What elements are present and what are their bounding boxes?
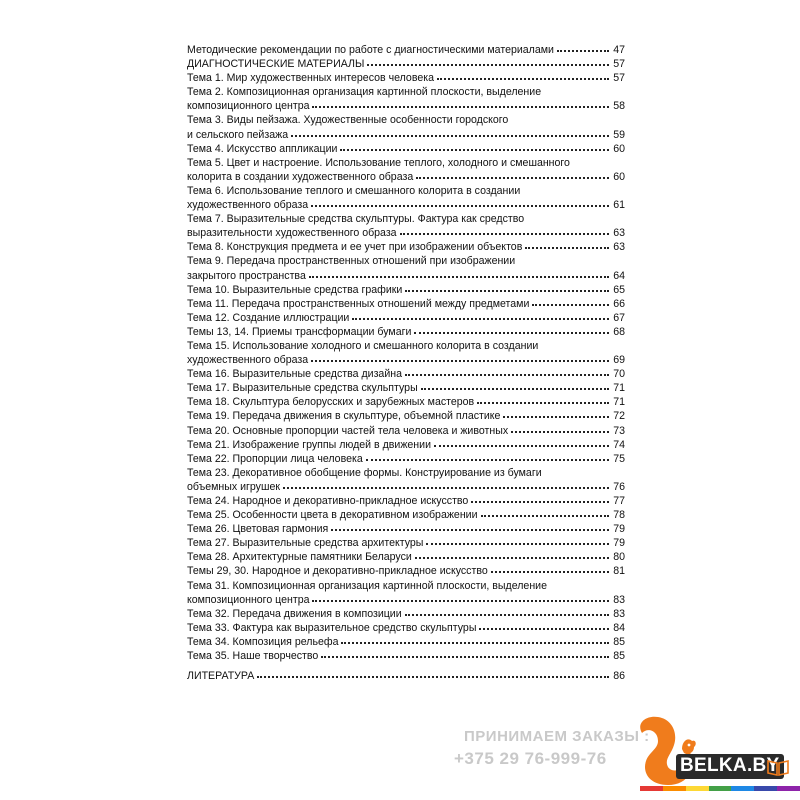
toc-entry: [187, 283, 625, 297]
toc-entry: [187, 395, 625, 409]
toc-page-number: 86: [613, 670, 625, 683]
toc-page-number: 84: [613, 621, 625, 634]
toc-page-number: 83: [613, 593, 625, 606]
dot-leader: [503, 416, 609, 418]
dot-leader: [331, 529, 609, 531]
toc-entry-title: Тема 19. Передача движения в скульптуре, объемной пластике: [187, 410, 501, 423]
rainbow-segment: [640, 786, 663, 791]
toc-entry: [187, 212, 625, 240]
dot-leader: [532, 304, 609, 306]
toc-page-number: 57: [613, 72, 625, 85]
toc-page-number: 61: [613, 199, 625, 212]
rainbow-segment: [686, 786, 709, 791]
toc-entry-title-line: Тема 7. Выразительные средства скульптуры. Фактура как средство: [187, 213, 525, 226]
toc-entry-title-line: Тема 23. Декоративное обобщение формы. Конструирование из бумаги: [187, 466, 542, 479]
dot-leader: [405, 374, 609, 376]
toc-entry-title: художественного образа: [187, 199, 309, 212]
dot-leader: [437, 78, 609, 80]
dot-leader: [341, 642, 609, 644]
dot-leader: [405, 290, 609, 292]
toc-entry: [187, 579, 625, 607]
toc-entry: [187, 452, 625, 466]
dot-leader: [525, 247, 609, 249]
toc-page-number: 77: [613, 495, 625, 507]
dot-leader: [491, 571, 609, 573]
toc-page-number: 83: [613, 607, 625, 620]
toc-entry: [187, 43, 625, 57]
toc-entry-title: ДИАГНОСТИЧЕСКИЕ МАТЕРИАЛЫ: [187, 58, 365, 71]
toc-entry: [187, 564, 625, 578]
rainbow-segment: [663, 786, 686, 791]
toc-entry-title: Темы 29, 30. Народное и декоративно-прикладное искусство: [187, 565, 488, 578]
dot-leader: [400, 233, 610, 235]
toc-entry: [187, 311, 625, 325]
toc-entry-title: композиционного центра: [187, 593, 310, 606]
toc-entry-title: Тема 11. Передача пространственных отношений между предметами: [187, 297, 530, 310]
toc-entry: [187, 297, 625, 311]
dot-leader: [366, 459, 609, 461]
dot-leader: [471, 501, 609, 503]
toc-entry-title-line: Тема 5. Цвет и настроение. Использование теплого, холодного и смешанного: [187, 156, 570, 169]
book-icon: [767, 758, 789, 776]
dot-leader: [340, 149, 609, 151]
toc-entry-title: Тема 22. Пропорции лица человека: [187, 452, 363, 465]
toc-entry: [187, 466, 625, 494]
toc-page-number: 74: [613, 438, 625, 451]
toc-page-number: 71: [613, 396, 625, 409]
toc-entry: [187, 635, 625, 649]
rainbow-segment: [754, 786, 777, 791]
dot-leader: [283, 487, 609, 489]
dot-leader: [416, 177, 609, 179]
toc-entry-title: Тема 21. Изображение группы людей в движении: [187, 438, 431, 451]
dot-leader: [257, 676, 609, 678]
toc-entry-title: Тема 34. Композиция рельефа: [187, 635, 339, 648]
toc-page-number: 69: [613, 354, 625, 367]
dot-leader: [291, 135, 609, 137]
toc-page-number: 58: [613, 100, 625, 113]
toc-entry: [187, 424, 625, 438]
toc-page-number: 76: [613, 480, 625, 493]
toc-entry-title: колорита в создании художественного образа: [187, 170, 414, 183]
toc-page-number: 70: [613, 368, 625, 381]
toc-entry: [187, 550, 625, 564]
toc-entry: [187, 494, 625, 508]
dot-leader: [434, 445, 609, 447]
toc-entry-title-line: Тема 31. Композиционная организация картинной плоскости, выделение: [187, 579, 547, 592]
toc-page-number: 71: [613, 382, 625, 395]
toc-page-number: 63: [613, 241, 625, 254]
toc-entry: [187, 381, 625, 395]
toc-entry-title: Методические рекомендации по работе с диагностическими материалами: [187, 44, 554, 56]
toc-entry-title: художественного образа: [187, 354, 309, 367]
dot-leader: [426, 543, 609, 545]
promo-text: ПРИНИМАЕМ ЗАКАЗЫ :: [464, 728, 650, 745]
toc-page-number: 79: [613, 523, 625, 536]
dot-leader: [415, 557, 609, 559]
dot-leader: [414, 332, 609, 334]
rainbow-segment: [731, 786, 754, 791]
dot-leader: [312, 600, 609, 602]
dot-leader: [511, 431, 609, 433]
rainbow-stripe: [640, 786, 800, 791]
toc-entry: [187, 113, 625, 141]
toc-entry: [187, 339, 625, 367]
toc-entry: [187, 142, 625, 156]
toc-entry-title: Темы 13, 14. Приемы трансформации бумаги: [187, 325, 412, 338]
toc-page-number: 68: [613, 325, 625, 338]
toc-entry: [187, 522, 625, 536]
dot-leader: [321, 656, 609, 658]
toc-page-number: 79: [613, 537, 625, 550]
promo-phone: +375 29 76-999-76: [454, 749, 607, 768]
rainbow-segment: [777, 786, 800, 791]
toc-entry-title: ЛИТЕРАТУРА: [187, 670, 255, 683]
toc-entry-title: Тема 32. Передача движения в композиции: [187, 607, 402, 620]
toc-entry-title: композиционного центра: [187, 100, 310, 113]
toc-entry: [187, 508, 625, 522]
toc-entry: [187, 156, 625, 184]
toc-entry-title: Тема 25. Особенности цвета в декоративном изображении: [187, 509, 478, 522]
toc-entry-title: Тема 1. Мир художественных интересов человека: [187, 72, 434, 85]
dot-leader: [479, 628, 609, 630]
toc-entry-title: Тема 28. Архитектурные памятники Беларуси: [187, 551, 412, 564]
toc-entry-title: Тема 24. Народное и декоративно-прикладное искусство: [187, 495, 469, 507]
toc-entry-title-line: Тема 9. Передача пространственных отношений при изображении: [187, 255, 516, 268]
toc-entry: [187, 621, 625, 635]
dot-leader: [309, 276, 609, 278]
toc-entry: [187, 325, 625, 339]
toc-entry: [187, 409, 625, 423]
toc-entry: [187, 254, 625, 282]
toc-entry: [187, 240, 625, 254]
dot-leader: [311, 205, 609, 207]
toc-page-number: 59: [613, 128, 625, 141]
toc-page-number: 85: [613, 635, 625, 648]
toc-entry: [187, 85, 625, 113]
dot-leader: [477, 402, 609, 404]
toc-entry-title-line: Тема 6. Использование теплого и смешанного колорита в создании: [187, 184, 521, 197]
toc-entry-title: Тема 16. Выразительные средства дизайна: [187, 368, 402, 381]
toc-entry: [187, 649, 625, 663]
toc-entry-title: объемных игрушек: [187, 480, 280, 493]
toc-entry-title: Тема 17. Выразительные средства скульптуры: [187, 382, 418, 395]
toc-page-number: 47: [613, 44, 625, 56]
toc-entry-title: Тема 27. Выразительные средства архитектуры: [187, 537, 424, 550]
toc-entry: [187, 367, 625, 381]
toc-page-number: 57: [613, 58, 625, 71]
toc-entry: [187, 438, 625, 452]
toc-page-number: 81: [613, 565, 625, 578]
dot-leader: [421, 388, 610, 390]
toc-entry-title-line: Тема 15. Использование холодного и смешанного колорита в создании: [187, 339, 539, 352]
toc-entry-title: Тема 10. Выразительные средства графики: [187, 283, 403, 296]
toc-page-number: 66: [613, 297, 625, 310]
toc-entry-title: выразительности художественного образа: [187, 227, 397, 240]
toc-entry: [187, 669, 625, 683]
dot-leader: [311, 360, 609, 362]
toc-entry: [187, 71, 625, 85]
toc-entry-title: Тема 12. Создание иллюстрации: [187, 311, 350, 324]
table-of-contents: [187, 43, 625, 683]
toc-entry-title: Тема 26. Цветовая гармония: [187, 523, 329, 536]
toc-entry-title: Тема 18. Скульптура белорусских и зарубежных мастеров: [187, 396, 475, 409]
dot-leader: [367, 64, 609, 66]
toc-entry: [187, 536, 625, 550]
dot-leader: [405, 614, 610, 616]
toc-page-number: 65: [613, 283, 625, 296]
toc-entry-title: закрытого пространства: [187, 269, 306, 282]
toc-entry-title: Тема 20. Основные пропорции частей тела человека и животных: [187, 424, 509, 437]
toc-page-number: 80: [613, 551, 625, 564]
toc-page-number: 67: [613, 311, 625, 324]
dot-leader: [481, 515, 610, 517]
toc-page-number: 64: [613, 269, 625, 282]
toc-page-number: 60: [613, 170, 625, 183]
brand-logo: BELKA.BY: [676, 754, 784, 779]
rainbow-segment: [709, 786, 732, 791]
toc-entry: [187, 184, 625, 212]
toc-entry-title-line: Тема 2. Композиционная организация картинной плоскости, выделение: [187, 86, 542, 99]
toc-page-number: 60: [613, 142, 625, 155]
toc-page-number: 72: [613, 410, 625, 423]
dot-leader: [352, 318, 609, 320]
dot-leader: [557, 50, 609, 52]
toc-entry-title: Тема 33. Фактура как выразительное средство скульптуры: [187, 621, 477, 634]
toc-page-number: 78: [613, 509, 625, 522]
toc-entry-title: Тема 35. Наше творчество: [187, 650, 319, 663]
toc-entry: [187, 57, 625, 71]
toc-entry-title: Тема 8. Конструкция предмета и ее учет при изображении объектов: [187, 241, 523, 254]
toc-page-number: 75: [613, 452, 625, 465]
toc-entry: [187, 607, 625, 621]
toc-page-number: 73: [613, 424, 625, 437]
toc-entry-title-line: Тема 3. Виды пейзажа. Художественные особенности городского: [187, 114, 509, 127]
toc-page-number: 63: [613, 227, 625, 240]
toc-entry-title: и сельского пейзажа: [187, 128, 289, 141]
dot-leader: [312, 106, 609, 108]
toc-page-number: 85: [613, 650, 625, 663]
toc-entry-title: Тема 4. Искусство аппликации: [187, 142, 338, 155]
